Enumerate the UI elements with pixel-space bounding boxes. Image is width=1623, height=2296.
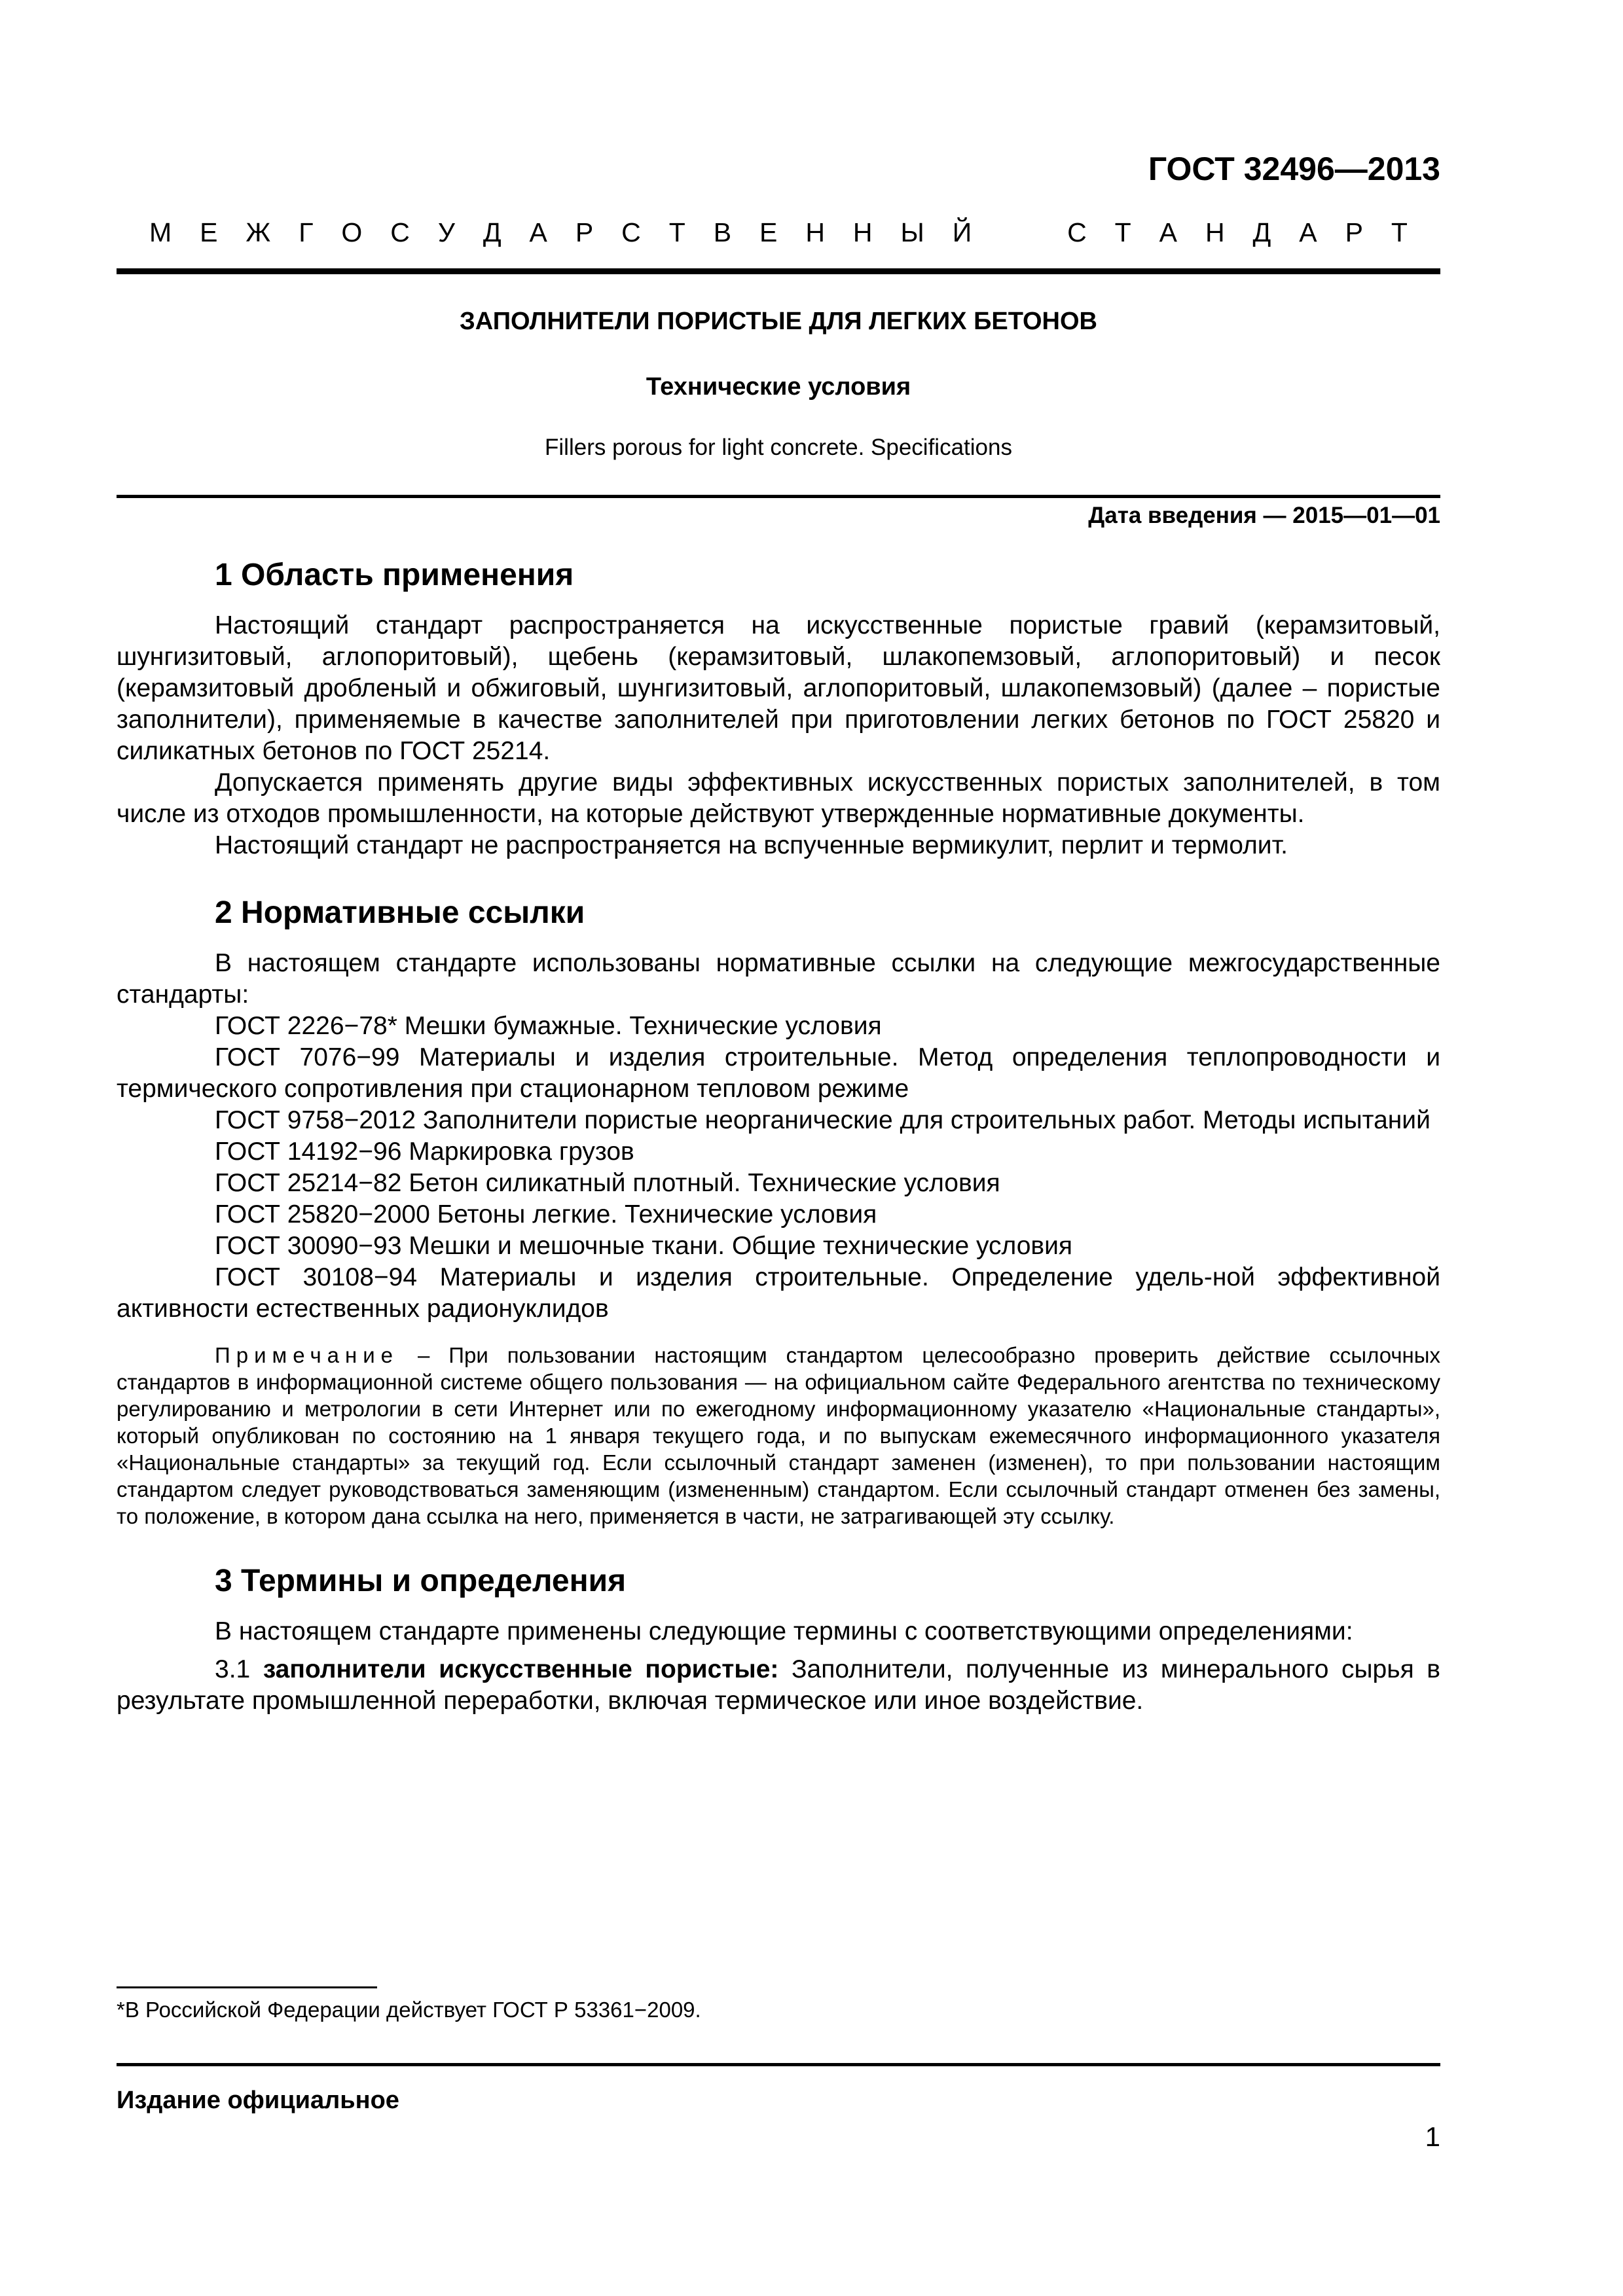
document-page (117, 0, 1440, 2296)
banner-letter: С (1067, 217, 1087, 247)
banner-letter: Н (805, 217, 825, 247)
note-label: Примечание (215, 1343, 399, 1367)
banner-letter: Н (1205, 217, 1225, 247)
footer-divider (117, 2063, 1440, 2066)
section-spacer (117, 1530, 1440, 1562)
standard-type-banner (149, 216, 1408, 249)
banner-letter: Е (200, 217, 218, 247)
term-name: заполнители искусственные пористые: (263, 1655, 779, 1683)
reference-item: ГОСТ 30108−94 Материалы и изделия строительные. Определение удель-ной эффективной активности естественных радионуклидов (117, 1263, 1440, 1323)
reference-item: ГОСТ 7076−99 Материалы и изделия строительные. Метод определения теплопроводности и термического сопротивления при стационарном тепловом режиме (117, 1043, 1440, 1103)
banner-letter: А (1299, 217, 1317, 247)
banner-letter: Н (852, 217, 873, 247)
banner-letter: Р (1345, 217, 1363, 247)
body-paragraph: В настоящем стандарте применены следующие термины с соответствующими определениями: (215, 1617, 1353, 1645)
reference-item: ГОСТ 2226−78* Мешки бумажные. Технические условия (215, 1012, 882, 1040)
reference-item: ГОСТ 9758−2012 Заполнители пористые неорганические для строительных работ. Методы испытаний (215, 1106, 1431, 1134)
banner-letter: М (149, 217, 172, 247)
body-paragraph: В настоящем стандарте использованы нормативные ссылки на следующие межгосударственные стандарты: (117, 949, 1440, 1009)
banner-letter: Д (483, 217, 501, 247)
section-heading: 1 Область применения (215, 558, 574, 592)
banner-letter: А (529, 217, 547, 247)
body-paragraph: Настоящий стандарт распространяется на искусственные пористые гравий (керамзитовый, шунгизитовый, аглопоритовый), щебень (керамзитовый, шлакопемзовый, аглопоритовый) и песок (керамзитовый дробленый и обжиговый, шунгизитовый, аглопоритовый, шлакопемзовый) (далее – пористые заполнители), применяемые в качестве заполнителей при приготовлении легких бетонов по ГОСТ 25820 и силикатных бетонов по ГОСТ 25214. (117, 611, 1440, 765)
banner-letter: Т (1391, 217, 1408, 247)
banner-letter: О (341, 217, 363, 247)
banner-letter: Й (952, 217, 972, 247)
body-paragraph: Допускается применять другие виды эффективных искусственных пористых заполнителей, в том числе из отходов промышленности, на которые действуют утвержденные нормативные документы. (117, 768, 1440, 828)
banner-letter: Ж (246, 217, 271, 247)
page-number: 1 (1425, 2121, 1440, 2152)
term-text: Заполнители, полученные из минерального сырья в результате промышленной переработки, включая термическое или иное воздействие. (117, 1655, 1440, 1715)
reference-item: ГОСТ 25820−2000 Бетоны легкие. Технические условия (215, 1200, 877, 1229)
banner-letter: В (713, 217, 732, 247)
banner-letter: Т (1114, 217, 1131, 247)
header-divider (117, 268, 1440, 274)
banner-letter: С (621, 217, 641, 247)
introduction-date: Дата введения — 2015—01—01 (1088, 503, 1440, 528)
banner-letter: Ы (900, 217, 924, 247)
term-definition (117, 1654, 1440, 1717)
section-heading: 2 Нормативные ссылки (215, 895, 585, 930)
document-number: ГОСТ 32496—2013 (1148, 151, 1440, 187)
banner-letter: Т (668, 217, 685, 247)
banner-letter: Е (759, 217, 778, 247)
section-spacer (117, 861, 1440, 894)
body-paragraph: Настоящий стандарт не распространяется на вспученные вермикулит, перлит и термолит. (215, 831, 1288, 859)
banner-word-gap (1000, 216, 1039, 249)
note-paragraph (117, 1342, 1440, 1530)
banner-letter: У (437, 217, 455, 247)
document-title: ЗАПОЛНИТЕЛИ ПОРИСТЫЕ ДЛЯ ЛЕГКИХ БЕТОНОВ (459, 308, 1097, 335)
banner-letter: Г (299, 217, 314, 247)
banner-letter: С (390, 217, 410, 247)
banner-letter: А (1159, 217, 1178, 247)
edition-label: Издание официальное (117, 2087, 399, 2114)
reference-item: ГОСТ 25214−82 Бетон силикатный плотный. Технические условия (215, 1169, 1000, 1197)
document-subtitle: Технические условия (646, 373, 911, 401)
term-number: 3.1 (215, 1655, 263, 1683)
document-body (117, 556, 1440, 1717)
title-divider (117, 495, 1440, 498)
english-title: Fillers porous for light concrete. Specifications (545, 435, 1012, 460)
note-text: – При пользовании настоящим стандартом целесообразно проверить действие ссылочных стандартов в информационной системе общего пользования — на официальном сайте Федерального агентства по техническому регулированию и метрологии в сети Интернет или по ежегодному информационному указателю «Национальные стандарты», который опубликован по состоянию на 1 января текущего года, и по выпускам ежемесячного информационного указателя «Национальные стандарты» за текущий год. Если ссылочный стандарт заменен (изменен), то при пользовании настоящим стандартом следует руководствоваться заменяющим (измененным) стандартом. Если ссылочный стандарт отменен без замены, то положение, в котором дана ссылка на него, применяется в части, не затрагивающей эту ссылку. (117, 1343, 1440, 1528)
banner-letter: Д (1252, 217, 1271, 247)
footnote-divider (117, 1986, 377, 1988)
banner-letter: Р (575, 217, 594, 247)
footnote: *В Российской Федерации действует ГОСТ Р 53361−2009. (117, 1998, 701, 2022)
reference-item: ГОСТ 14192−96 Маркировка грузов (215, 1138, 634, 1166)
section-heading: 3 Термины и определения (215, 1564, 627, 1598)
reference-item: ГОСТ 30090−93 Мешки и мешочные ткани. Общие технические условия (215, 1232, 1073, 1260)
